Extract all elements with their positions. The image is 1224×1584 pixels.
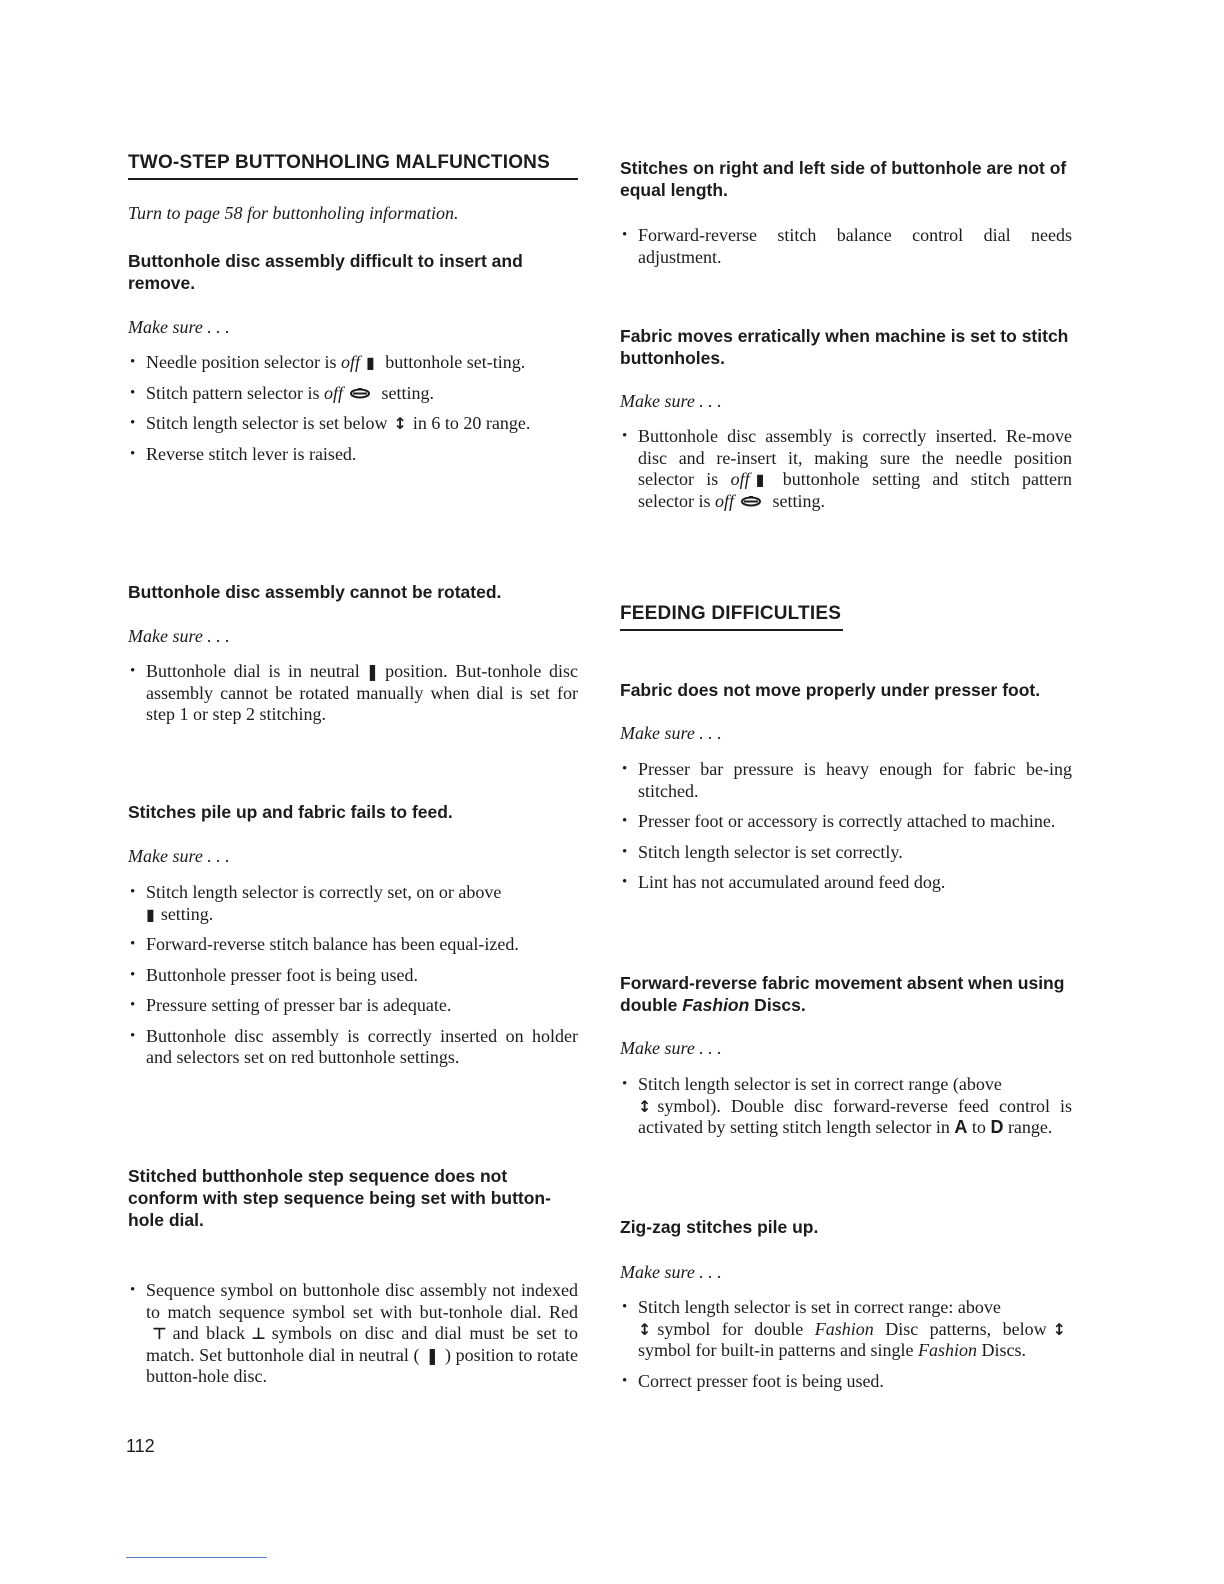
footer-rule <box>126 1557 267 1558</box>
list-item: • Presser bar pressure is heavy enough for fabric be-ing stitched. <box>620 759 1072 802</box>
make-sure-label: Make sure . . . <box>128 317 230 337</box>
checklist <box>620 426 1072 521</box>
checklist <box>128 661 578 735</box>
list-item: • Pressure setting of presser bar is adequate. <box>128 995 578 1017</box>
neutral-position-icon: ❚ <box>365 662 380 681</box>
neutral-position-icon: ❚ <box>425 1345 439 1365</box>
buttonhole-setting-icon: ▮ <box>146 904 155 924</box>
problem-heading: Stitches on right and left side of buttonhole are not of equal length. <box>620 158 1067 200</box>
list-item: • Buttonhole disc assembly is correctly inserted. Re-move disc and re-insert it, making sure the needle position selector is off ▮ buttonhole setting and stitch pattern selector is off setting. <box>620 426 1072 512</box>
problem-heading: Fabric moves erratically when machine is set to stitch buttonholes. <box>620 326 1069 368</box>
section-header-feeding <box>620 603 1072 631</box>
list-item: • Stitch length selector is set in correct range (above ↕ symbol). Double disc forward-reverse feed control is activated by setting stitch length selector in A to D range. <box>620 1074 1072 1139</box>
page-number: 112 <box>126 1436 155 1456</box>
list-item: • Buttonhole disc assembly is correctly inserted on holder and selectors set on red buttonhole settings. <box>128 1026 578 1069</box>
problem-heading: Forward-reverse fabric movement absent when using double Fashion Discs. <box>620 973 1065 1015</box>
checklist <box>620 759 1072 903</box>
stitch-length-arrow-icon: ↕ <box>638 1319 652 1339</box>
problem-heading: Fabric does not move properly under presser foot. <box>620 680 1041 700</box>
list-item: • Needle position selector is off ▮ buttonhole set-ting. <box>128 352 578 374</box>
section-title: FEEDING DIFFICULTIES <box>620 603 843 631</box>
list-item: • Presser foot or accessory is correctly attached to machine. <box>620 811 1072 833</box>
intro-note: Turn to page 58 for buttonholing information. <box>128 203 459 223</box>
buttonhole-setting-icon: ▮ <box>755 470 765 489</box>
list-item: • Buttonhole dial is in neutral ❚ position. But-tonhole disc assembly cannot be rotated manually when dial is set for step 1 or step 2 stitching. <box>128 661 578 726</box>
stitch-length-arrow-icon: ↕ <box>1052 1319 1066 1339</box>
list-item: • Forward-reverse stitch balance has been equal-ized. <box>128 934 578 956</box>
problem-heading: Buttonhole disc assembly cannot be rotated. <box>128 582 502 602</box>
list-item: • Stitch pattern selector is off setting. <box>128 383 578 405</box>
list-item: • Stitch length selector is correctly set, on or above ▮ setting. <box>128 882 578 925</box>
section-title: TWO-STEP BUTTONHOLING MALFUNCTIONS <box>128 152 578 180</box>
list-item: • Sequence symbol on buttonhole disc assembly not indexed to match sequence symbol set with but-tonhole dial. Red⊤ and black ⊥ symbols on disc and dial must be set to match. Set buttonhole dial in neutral ( ❚ ) position to rotate button-hole disc. <box>128 1280 578 1388</box>
make-sure-label: Make sure . . . <box>128 846 230 866</box>
list-item: • Buttonhole presser foot is being used. <box>128 965 578 987</box>
make-sure-label: Make sure . . . <box>620 1038 722 1058</box>
checklist <box>128 352 578 474</box>
list-item: • Stitch length selector is set correctly. <box>620 842 1072 864</box>
list-item: • Stitch length selector is set in correct range: above ↕ symbol for double Fashion Disc patterns, below ↕symbol for built-in patterns and single Fashion Discs. <box>620 1297 1072 1362</box>
list-item: • Correct presser foot is being used. <box>620 1371 1072 1393</box>
problem-heading: Stitched butthonhole step sequence does not conform with step sequence being set with button-hole dial. <box>128 1166 551 1230</box>
checklist <box>128 882 578 1078</box>
stitch-pattern-off-icon <box>349 383 371 405</box>
buttonhole-setting-icon: ▮ <box>365 353 375 372</box>
section-header-buttonholing <box>128 152 578 180</box>
list-item: • Lint has not accumulated around feed dog. <box>620 872 1072 894</box>
problem-heading: Stitches pile up and fabric fails to feed. <box>128 802 453 822</box>
checklist <box>620 225 1072 277</box>
make-sure-label: Make sure . . . <box>620 723 722 743</box>
list-item: • Reverse stitch lever is raised. <box>128 444 578 466</box>
list-item: • Forward-reverse stitch balance control dial needs adjustment. <box>620 225 1072 268</box>
stitch-length-arrow-icon: ↕ <box>638 1096 652 1116</box>
problem-heading: Zig-zag stitches pile up. <box>620 1217 819 1237</box>
make-sure-label: Make sure . . . <box>620 391 722 411</box>
checklist <box>620 1074 1072 1148</box>
checklist <box>128 1280 578 1397</box>
checklist <box>620 1297 1072 1401</box>
stitch-length-arrow-icon: ↕ <box>393 414 407 433</box>
problem-heading: Buttonhole disc assembly difficult to insert and remove. <box>128 251 523 293</box>
red-sequence-symbol-icon: ⊤ <box>152 1324 167 1343</box>
list-item: • Stitch length selector is set below ↕ in 6 to 20 range. <box>128 413 578 435</box>
black-sequence-symbol-icon: ⊥ <box>251 1324 266 1343</box>
make-sure-label: Make sure . . . <box>128 626 230 646</box>
stitch-pattern-off-icon <box>740 491 762 513</box>
make-sure-label: Make sure . . . <box>620 1262 722 1282</box>
